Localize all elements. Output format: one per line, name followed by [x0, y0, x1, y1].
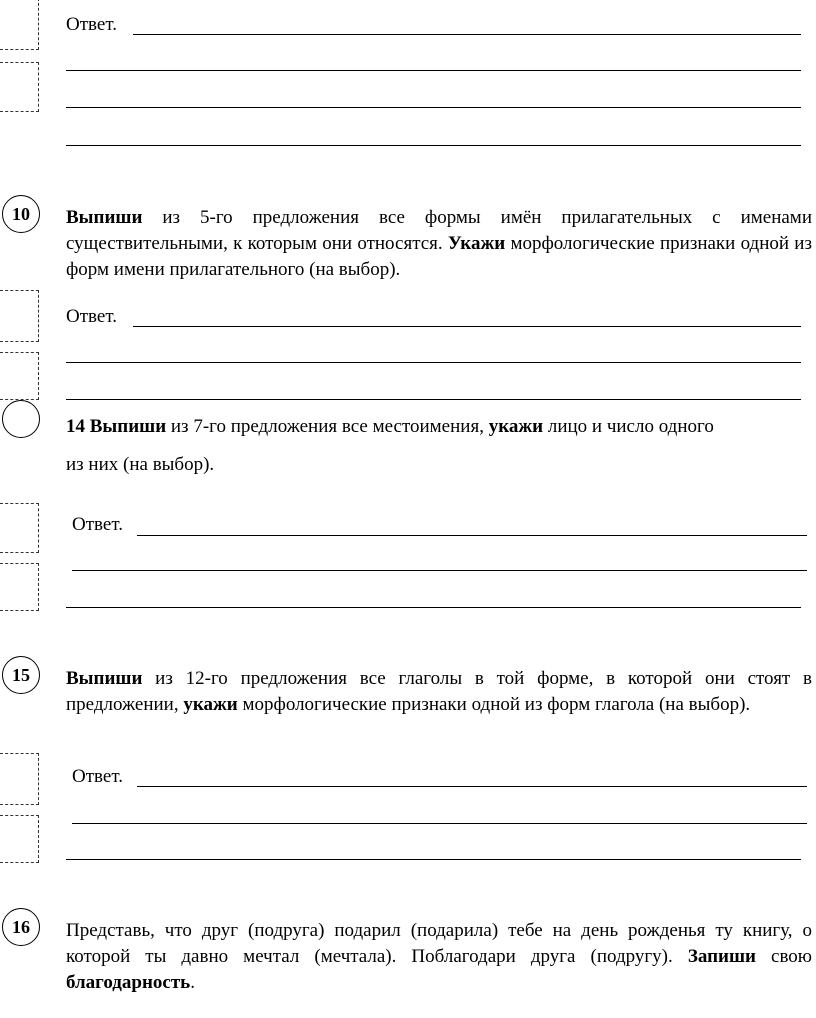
answer-line[interactable] [72, 823, 807, 824]
question-14-line-2: из них (на выбор). [66, 454, 215, 475]
score-box [0, 352, 39, 400]
question-number-15: 15 [2, 656, 40, 694]
answer-line[interactable] [133, 34, 801, 35]
question-14-line-1: 14 Выпиши из 7-го предложения все местоимения, укажи лицо и число одного [66, 416, 714, 437]
answer-line[interactable] [66, 859, 801, 860]
answer-line[interactable] [133, 326, 801, 327]
score-box [0, 503, 39, 553]
answer-label: Ответ. [72, 514, 123, 535]
score-box [0, 290, 39, 342]
answer-line[interactable] [137, 786, 807, 787]
answer-line[interactable] [72, 570, 807, 571]
answer-line[interactable] [66, 362, 801, 363]
answer-line[interactable] [66, 145, 801, 146]
question-10-text: Выпиши из 5-го предложения все формы имён прилагательных с именами существительными, к которым они относятся. Укажи морфологические признаки одной из форм имени прилагательного (на выбор). [66, 207, 812, 280]
answer-label: Ответ. [66, 306, 117, 327]
answer-label: Ответ. [72, 766, 123, 787]
answer-line[interactable] [66, 107, 801, 108]
score-box [0, 753, 39, 805]
question-circle-14 [2, 400, 40, 438]
score-box [0, 0, 39, 50]
question-16-text: Представь, что друг (подруга) подарил (подарила) тебе на день рожденья ту книгу, о которой ты давно мечтал (мечтала). Поблагодари друга (подругу). Запиши свою благодарность. [66, 920, 812, 993]
score-box [0, 62, 39, 112]
score-box [0, 815, 39, 863]
question-number-16: 16 [2, 908, 40, 946]
answer-line[interactable] [66, 399, 801, 400]
answer-line[interactable] [66, 70, 801, 71]
question-15-text: Выпиши из 12-го предложения все глаголы в той форме, в которой они стоят в предложении, укажи морфологические признаки одной из форм глагола (на выбор). [66, 668, 812, 715]
score-box [0, 563, 39, 611]
answer-line[interactable] [137, 535, 807, 536]
answer-label: Ответ. [66, 14, 117, 35]
question-number-10: 10 [2, 195, 40, 233]
answer-line[interactable] [66, 607, 801, 608]
